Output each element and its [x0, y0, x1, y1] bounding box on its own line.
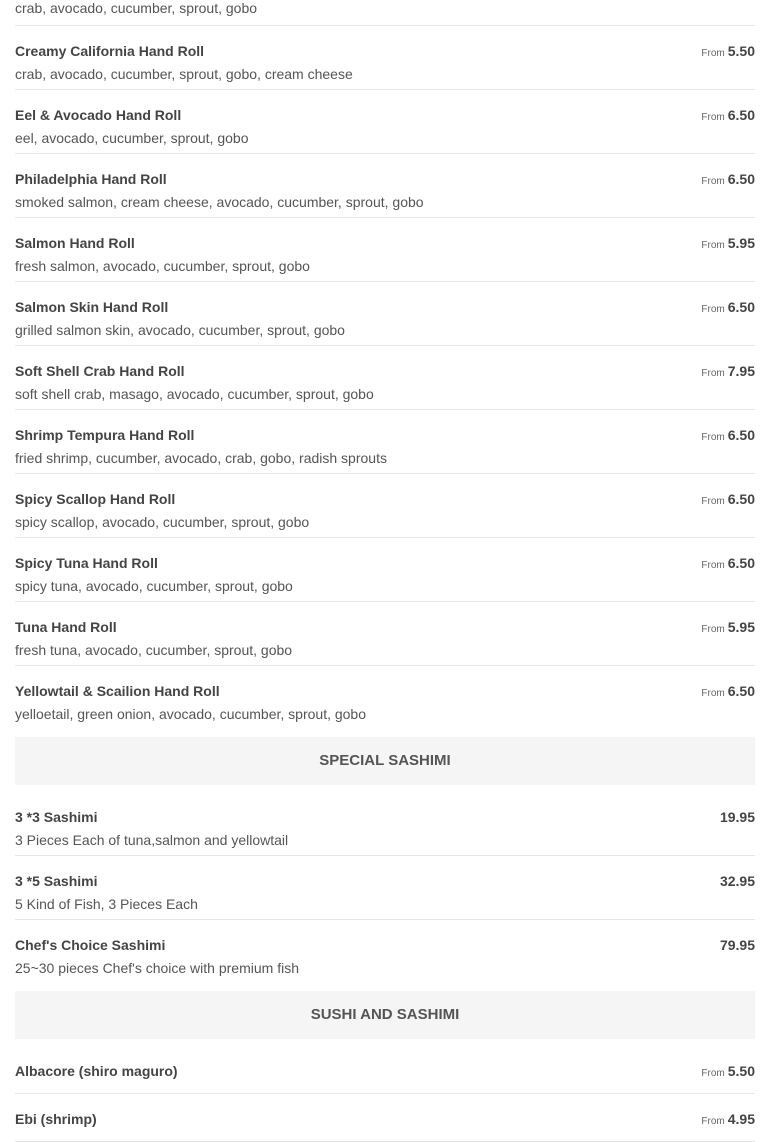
item-price: [701, 363, 755, 381]
from-label: From: [701, 304, 725, 315]
item-price: [720, 809, 755, 827]
item-price: [701, 555, 755, 573]
item-description: smoked salmon, cream cheese, avocado, cucumber, sprout, gobo: [15, 194, 424, 210]
menu-item[interactable]: [15, 282, 755, 346]
menu-item[interactable]: [15, 474, 755, 538]
from-label: From: [701, 432, 725, 443]
item-name: 3 *5 Sashimi: [15, 873, 98, 889]
price-amount: 5.50: [727, 43, 755, 59]
price-amount: 5.95: [727, 619, 755, 635]
item-price: [701, 491, 755, 509]
item-name: Philadelphia Hand Roll: [15, 171, 167, 187]
item-name: Spicy Scallop Hand Roll: [15, 491, 176, 507]
menu-item[interactable]: [15, 346, 755, 410]
item-price: [720, 873, 755, 891]
price-amount: 5.95: [727, 235, 755, 251]
from-label: From: [701, 688, 725, 699]
from-label: From: [701, 112, 725, 123]
item-price: [701, 1111, 755, 1129]
price-amount: 79.95: [719, 937, 755, 953]
item-description: 25~30 pieces Chef's choice with premium fish: [15, 960, 299, 976]
item-name: 3 *3 Sashimi: [15, 809, 98, 825]
from-label: From: [701, 624, 725, 635]
item-price: [701, 299, 755, 317]
item-price: [701, 171, 755, 189]
price-amount: 5.50: [727, 1063, 755, 1079]
item-price: [701, 107, 755, 125]
item-description: fresh tuna, avocado, cucumber, sprout, gobo: [15, 642, 293, 658]
price-amount: 6.50: [727, 555, 755, 571]
menu-item[interactable]: [15, 666, 755, 729]
menu-item[interactable]: [15, 602, 755, 666]
from-label: From: [701, 496, 725, 507]
menu-item[interactable]: [15, 856, 755, 920]
item-name: Chef's Choice Sashimi: [15, 937, 166, 953]
item-description: fried shrimp, cucumber, avocado, crab, gobo, radish sprouts: [15, 450, 387, 466]
item-name: Spicy Tuna Hand Roll: [15, 555, 158, 571]
from-label: From: [701, 240, 725, 251]
menu-item[interactable]: [15, 1046, 755, 1094]
item-description: yelloetail, green onion, avocado, cucumber, sprout, gobo: [15, 706, 367, 722]
from-label: From: [701, 1116, 725, 1127]
menu-item[interactable]: [15, 218, 755, 282]
item-description: soft shell crab, masago, avocado, cucumber, sprout, gobo: [15, 386, 374, 402]
price-amount: 6.50: [727, 107, 755, 123]
menu-item[interactable]: [15, 920, 755, 983]
item-price: [701, 43, 755, 61]
item-price: [701, 235, 755, 253]
item-description: 5 Kind of Fish, 3 Pieces Each: [15, 896, 198, 912]
menu-item[interactable]: [15, 538, 755, 602]
item-description: eel, avocado, cucumber, sprout, gobo: [15, 130, 249, 146]
menu-item[interactable]: [15, 410, 755, 474]
from-label: From: [701, 176, 725, 187]
from-label: From: [701, 368, 725, 379]
price-amount: 7.95: [727, 363, 755, 379]
item-price: [720, 937, 755, 955]
price-amount: 6.50: [727, 171, 755, 187]
menu-item[interactable]: [15, 90, 755, 154]
item-price: [701, 1063, 755, 1081]
item-price: [701, 427, 755, 445]
from-label: From: [701, 48, 725, 59]
item-name: Tuna Hand Roll: [15, 619, 117, 635]
price-amount: 4.95: [727, 1111, 755, 1127]
from-label: From: [701, 560, 725, 571]
price-amount: 6.50: [727, 299, 755, 315]
item-name: Shrimp Tempura Hand Roll: [15, 427, 195, 443]
menu-item[interactable]: [15, 792, 755, 856]
price-amount: 6.50: [727, 427, 755, 443]
item-description: crab, avocado, cucumber, sprout, gobo, cream cheese: [15, 66, 353, 82]
item-name: Yellowtail & Scailion Hand Roll: [15, 683, 220, 699]
menu-item[interactable]: [15, 0, 755, 26]
item-description: crab, avocado, cucumber, sprout, gobo: [15, 0, 258, 16]
price-amount: 19.95: [719, 809, 755, 825]
item-name: Salmon Hand Roll: [15, 235, 135, 251]
item-description: 3 Pieces Each of tuna,salmon and yellowtail: [15, 832, 289, 848]
item-name: Salmon Skin Hand Roll: [15, 299, 169, 315]
section-header-sushi-and-sashimi: SUSHI AND SASHIMI: [15, 991, 755, 1039]
price-amount: 6.50: [727, 491, 755, 507]
item-name: Albacore (shiro maguro): [15, 1063, 178, 1079]
item-name: Eel & Avocado Hand Roll: [15, 107, 182, 123]
item-description: fresh salmon, avocado, cucumber, sprout, gobo: [15, 258, 310, 274]
item-price: [701, 619, 755, 637]
from-label: From: [701, 1068, 725, 1079]
item-name: Soft Shell Crab Hand Roll: [15, 363, 185, 379]
section-header-special-sashimi: SPECIAL SASHIMI: [15, 737, 755, 785]
menu-list: [15, 0, 755, 1142]
menu-item[interactable]: [15, 1094, 755, 1142]
item-description: spicy tuna, avocado, cucumber, sprout, gobo: [15, 578, 293, 594]
item-description: grilled salmon skin, avocado, cucumber, sprout, gobo: [15, 322, 345, 338]
menu-item[interactable]: [15, 26, 755, 90]
item-name: Creamy California Hand Roll: [15, 43, 205, 59]
item-description: spicy scallop, avocado, cucumber, sprout, gobo: [15, 514, 310, 530]
item-price: [701, 683, 755, 701]
menu-item[interactable]: [15, 154, 755, 218]
price-amount: 6.50: [727, 683, 755, 699]
item-name: Ebi (shrimp): [15, 1111, 97, 1127]
price-amount: 32.95: [719, 873, 755, 889]
